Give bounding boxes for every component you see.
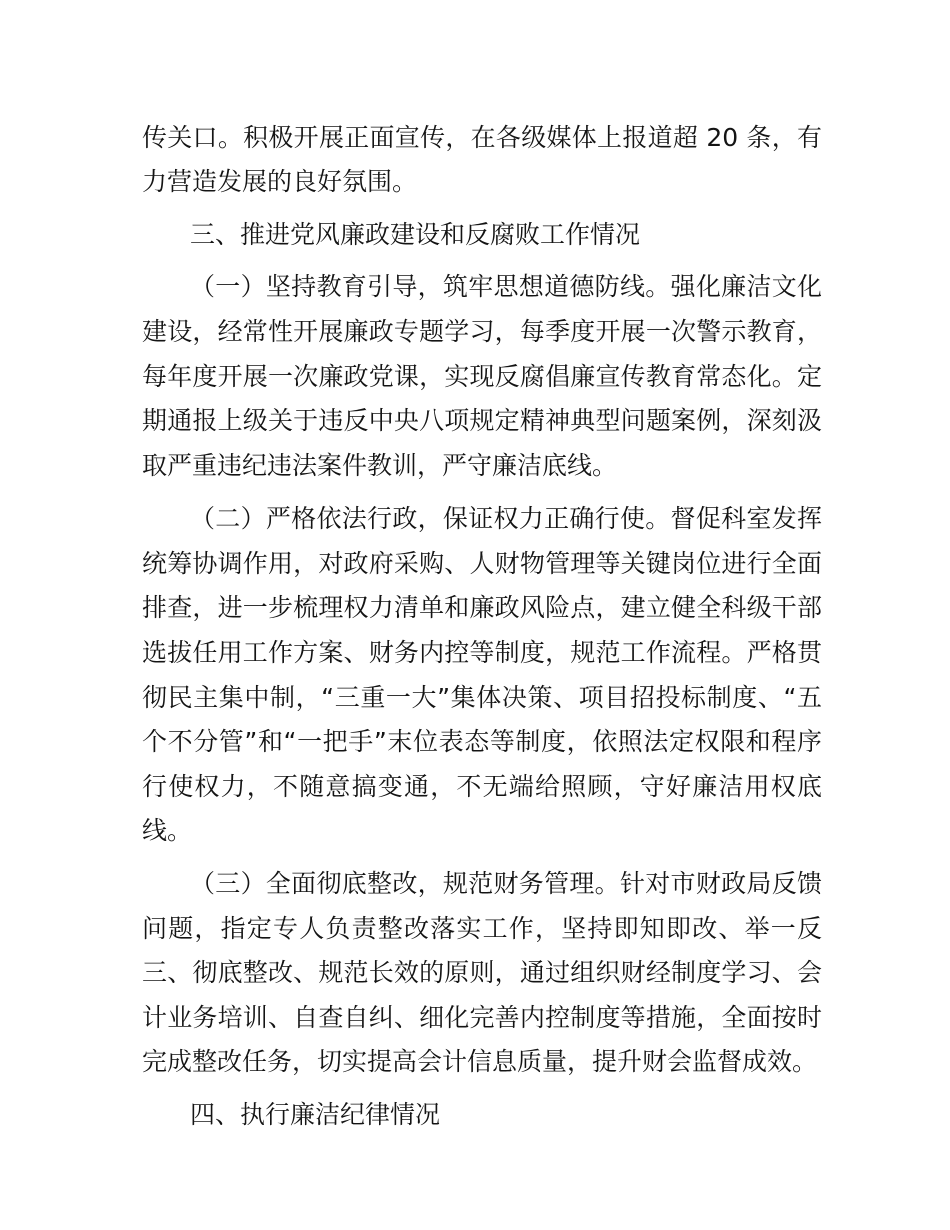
paragraph-line: 取严重违纪违法案件教训，严守廉洁底线。 (142, 451, 618, 480)
paragraph-line: 完成整改任务，切实提高会计信息质量，提升财会监督成效。 (142, 1047, 818, 1076)
paragraph-line: 统筹协调作用，对政府采购、人财物管理等关键岗位进行全面 (142, 549, 822, 578)
paragraph-line: 每年度开展一次廉政党课，实现反腐倡廉宣传教育常态化。定 (142, 362, 822, 391)
paragraph-line: 计业务培训、自查自纠、细化完善内控制度等措施，全面按时 (142, 1003, 822, 1032)
section-heading: 三、推进党风廉政建设和反腐败工作情况 (190, 220, 641, 249)
paragraph-line: 彻民主集中制，“三重一大”集体决策、项目招投标制度、“五 (142, 683, 822, 712)
paragraph-line: 三、彻底整改、规范长效的原则，通过组织财经制度学习、会 (142, 958, 822, 987)
paragraph-line: （一）坚持教育引导，筑牢思想道德防线。强化廉洁文化 (190, 272, 822, 301)
paragraph-line: 力营造发展的良好氛围。 (142, 167, 418, 196)
paragraph-line: 个不分管”和“一把手”末位表态等制度，依照法定权限和程序 (142, 727, 822, 756)
paragraph-line: 传关口。积极开展正面宣传，在各级媒体上报道超 20 条，有 (142, 123, 822, 152)
paragraph-line: （三）全面彻底整改，规范财务管理。针对市财政局反馈 (190, 869, 822, 898)
paragraph-line: 行使权力，不随意搞变通，不无端给照顾，守好廉洁用权底 (142, 772, 822, 801)
section-heading: 四、执行廉洁纪律情况 (190, 1100, 441, 1129)
paragraph-line: 问题，指定专人负责整改落实工作，坚持即知即改、举一反 (142, 914, 822, 943)
paragraph-line: 期通报上级关于违反中央八项规定精神典型问题案例，深刻汲 (142, 406, 822, 435)
paragraph-line: 排查，进一步梳理权力清单和廉政风险点，建立健全科级干部 (142, 593, 822, 622)
paragraph-line: 建设，经常性开展廉政专题学习，每季度开展一次警示教育， (142, 317, 822, 346)
paragraph-line: 线。 (142, 816, 193, 845)
paragraph-line: 选拔任用工作方案、财务内控等制度，规范工作流程。严格贯 (142, 638, 822, 667)
paragraph-line: （二）严格依法行政，保证权力正确行使。督促科室发挥 (190, 504, 822, 533)
